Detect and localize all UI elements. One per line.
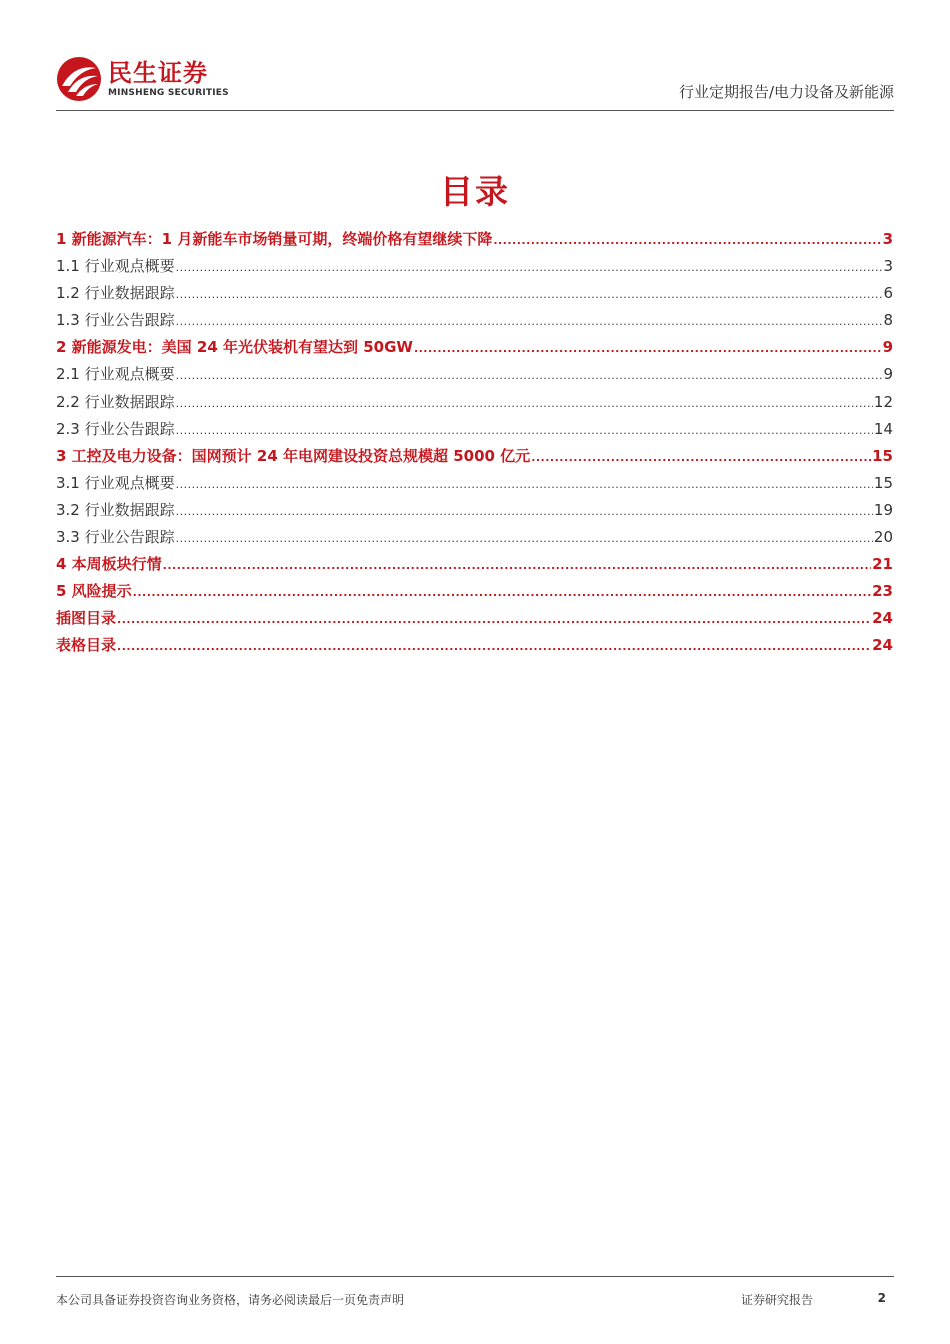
toc-title: 目录 xyxy=(440,172,510,211)
toc-entry[interactable] xyxy=(56,524,893,551)
toc-entry-label: 1.3 行业公告跟踪 xyxy=(56,311,175,330)
toc-entry-label: 2.2 行业数据跟踪 xyxy=(56,392,175,411)
report-category: 行业定期报告/电力设备及新能源 xyxy=(678,83,894,101)
toc-entry[interactable] xyxy=(56,551,893,578)
toc-entry[interactable] xyxy=(56,226,893,253)
toc-entry-page: 8 xyxy=(883,311,893,330)
logo-chinese-name: 民生证券 xyxy=(108,59,208,87)
toc-dot-leader xyxy=(176,308,883,335)
toc-entry-page: 3 xyxy=(883,257,893,276)
toc-dot-leader xyxy=(176,362,883,389)
toc-entry-page: 20 xyxy=(873,528,893,547)
toc-entry-page: 19 xyxy=(873,500,893,519)
toc-dot-leader xyxy=(414,335,882,362)
toc-entry[interactable] xyxy=(56,497,893,524)
toc-entry-label: 表格目录 xyxy=(56,636,117,655)
toc-dot-leader xyxy=(117,633,871,660)
toc-entry[interactable] xyxy=(56,578,893,605)
toc-entry-label: 1.2 行业数据跟踪 xyxy=(56,284,175,303)
toc-entry[interactable] xyxy=(56,334,893,361)
toc-entry-page: 14 xyxy=(873,419,893,438)
logo-english-name: MINSHENG SECURITIES xyxy=(108,88,229,98)
toc-entry-label: 1.1 行业观点概要 xyxy=(56,257,175,276)
toc-entry-page: 9 xyxy=(883,365,893,384)
toc-entry-page: 6 xyxy=(883,284,893,303)
table-of-contents xyxy=(56,226,893,660)
toc-entry[interactable] xyxy=(56,253,893,280)
toc-entry[interactable] xyxy=(56,307,893,334)
toc-dot-leader xyxy=(493,227,881,254)
toc-entry-label: 插图目录 xyxy=(56,609,117,628)
toc-dot-leader xyxy=(176,525,873,552)
toc-entry-page: 23 xyxy=(872,582,893,601)
footer-disclaimer: 本公司具备证券投资咨询业务资格，请务必阅读最后一页免责声明 xyxy=(56,1293,405,1307)
toc-entry-label: 3.3 行业公告跟踪 xyxy=(56,528,175,547)
toc-entry[interactable] xyxy=(56,416,893,443)
page-number: 2 xyxy=(877,1291,886,1305)
toc-entry-page: 9 xyxy=(882,338,893,357)
toc-entry-label: 2.1 行业观点概要 xyxy=(56,365,175,384)
toc-dot-leader xyxy=(176,498,873,525)
minsheng-logo-icon xyxy=(56,56,102,102)
toc-entry-page: 21 xyxy=(872,555,893,574)
toc-entry[interactable] xyxy=(56,632,893,659)
toc-dot-leader xyxy=(163,552,871,579)
toc-entry-page: 15 xyxy=(873,473,893,492)
toc-dot-leader xyxy=(117,606,871,633)
toc-entry-label: 4 本周板块行情 xyxy=(56,555,162,574)
toc-entry[interactable] xyxy=(56,605,893,632)
footer-doc-type: 证券研究报告 xyxy=(741,1293,814,1307)
toc-entry-label: 5 风险提示 xyxy=(56,582,132,601)
toc-entry[interactable] xyxy=(56,361,893,388)
toc-entry-label: 1 新能源汽车：1 月新能车市场销量可期，终端价格有望继续下降 xyxy=(56,230,493,248)
toc-entry[interactable] xyxy=(56,470,893,497)
toc-entry-page: 24 xyxy=(872,636,893,655)
toc-entry-label: 3.1 行业观点概要 xyxy=(56,473,175,492)
toc-entry-page: 3 xyxy=(882,230,893,248)
toc-entry-page: 12 xyxy=(873,392,893,411)
toc-dot-leader xyxy=(133,579,871,606)
toc-entry-page: 24 xyxy=(872,609,893,628)
toc-entry-label: 3.2 行业数据跟踪 xyxy=(56,500,175,519)
toc-dot-leader xyxy=(176,417,873,444)
toc-entry-label: 2.3 行业公告跟踪 xyxy=(56,419,175,438)
toc-dot-leader xyxy=(176,471,873,498)
toc-entry[interactable] xyxy=(56,280,893,307)
toc-entry-label: 3 工控及电力设备：国网预计 24 年电网建设投资总规模超 5000 亿元 xyxy=(56,446,531,465)
toc-dot-leader xyxy=(176,254,883,281)
toc-entry[interactable] xyxy=(56,389,893,416)
toc-dot-leader xyxy=(531,444,871,471)
company-logo xyxy=(56,54,229,104)
page-footer xyxy=(56,1276,894,1317)
page-header xyxy=(56,50,894,111)
toc-entry-label: 2 新能源发电：美国 24 年光伏装机有望达到 50GW xyxy=(56,338,413,357)
toc-dot-leader xyxy=(176,281,883,308)
toc-dot-leader xyxy=(176,390,873,417)
toc-entry[interactable] xyxy=(56,443,893,470)
toc-entry-page: 15 xyxy=(872,446,893,465)
